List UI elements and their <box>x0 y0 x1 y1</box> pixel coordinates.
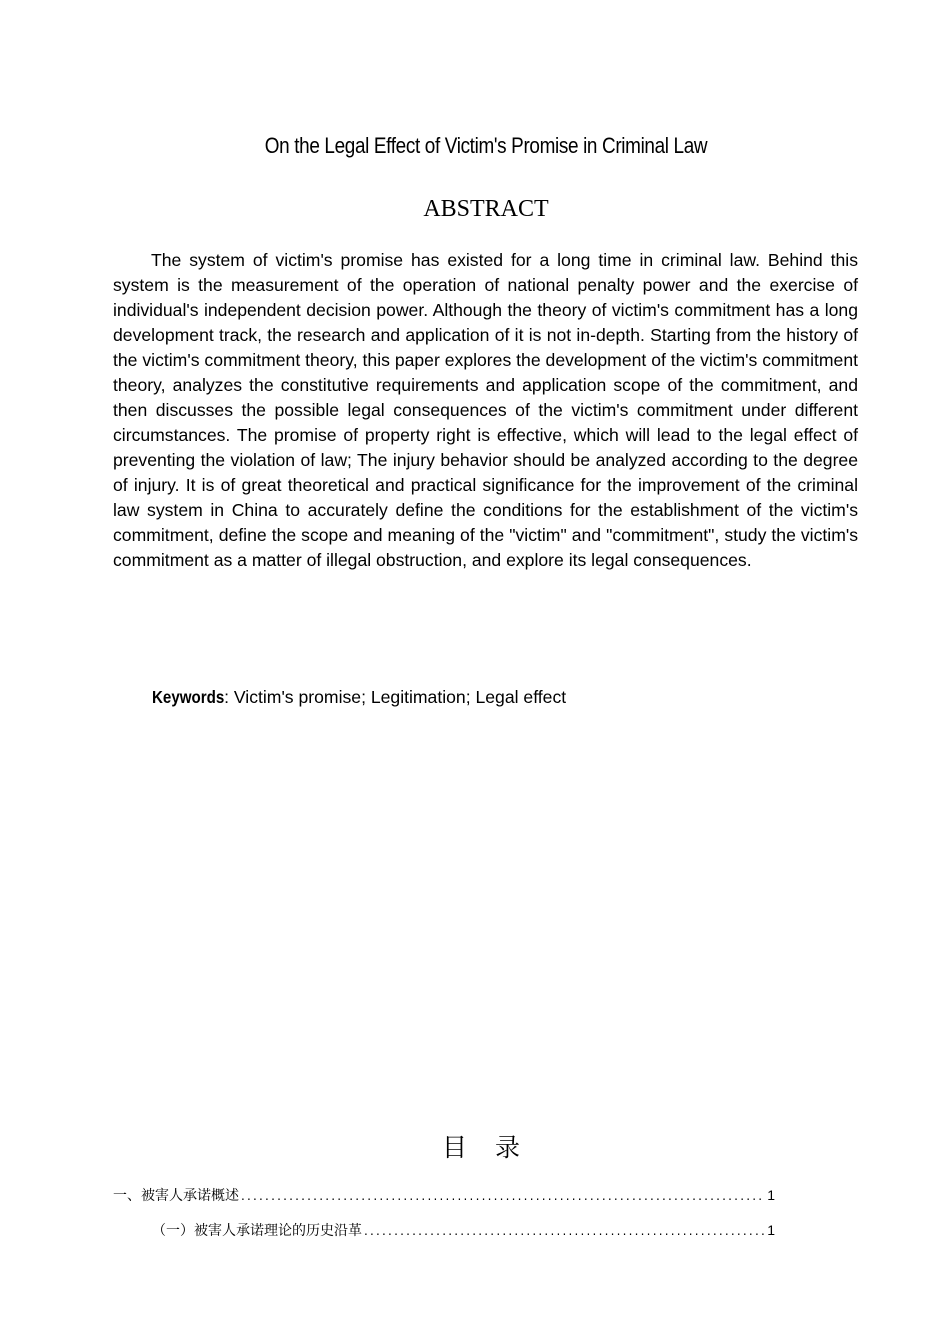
english-title: On the Legal Effect of Victim's Promise in Criminal Law <box>264 133 708 158</box>
toc-entry[interactable] <box>113 1185 775 1205</box>
abstract-body: The system of victim's promise has existed for a long time in criminal law. Behind this system is the measurement of the operation of national penalty power and the exercise of individual's independent decision power. Although the theory of victim's commitment has a long development track, the research and application of it is not in-depth. Starting from the history of the victim's commitment theory, this paper explores the development of the victim's commitment theory, analyzes the constitutive requirements and application scope of the commitment, and then discusses the possible legal consequences of the victim's commitment under different circumstances. The promise of property right is effective, which will lead to the legal effect of preventing the violation of law; The injury behavior should be analyzed according to the degree of injury. It is of great theoretical and practical significance for the improvement of the criminal law system in China to accurately define the conditions for the establishment of the victim's commitment, define the scope and meaning of the "victim" and "commitment", study the victim's commitment as a matter of illegal obstruction, and explore its legal consequences. <box>113 250 858 570</box>
toc-entry[interactable] <box>152 1220 775 1240</box>
toc-leader-dots <box>364 1224 765 1238</box>
toc-heading: 目 录 <box>442 1133 530 1162</box>
keywords-line <box>152 685 566 709</box>
toc-entry-label: （一）被害人承诺理论的历史沿革 <box>152 1223 362 1239</box>
toc-entry-label: 一、被害人承诺概述 <box>113 1188 239 1204</box>
keywords-separator: : <box>224 687 229 707</box>
toc-entry-page: 1 <box>767 1222 775 1238</box>
toc-entry-page: 1 <box>767 1187 775 1203</box>
keywords-text: Victim's promise; Legitimation; Legal effect <box>233 687 567 707</box>
keywords-label: Keywords <box>152 687 225 707</box>
toc-leader-dots <box>241 1189 765 1203</box>
abstract-heading: ABSTRACT <box>423 196 549 222</box>
